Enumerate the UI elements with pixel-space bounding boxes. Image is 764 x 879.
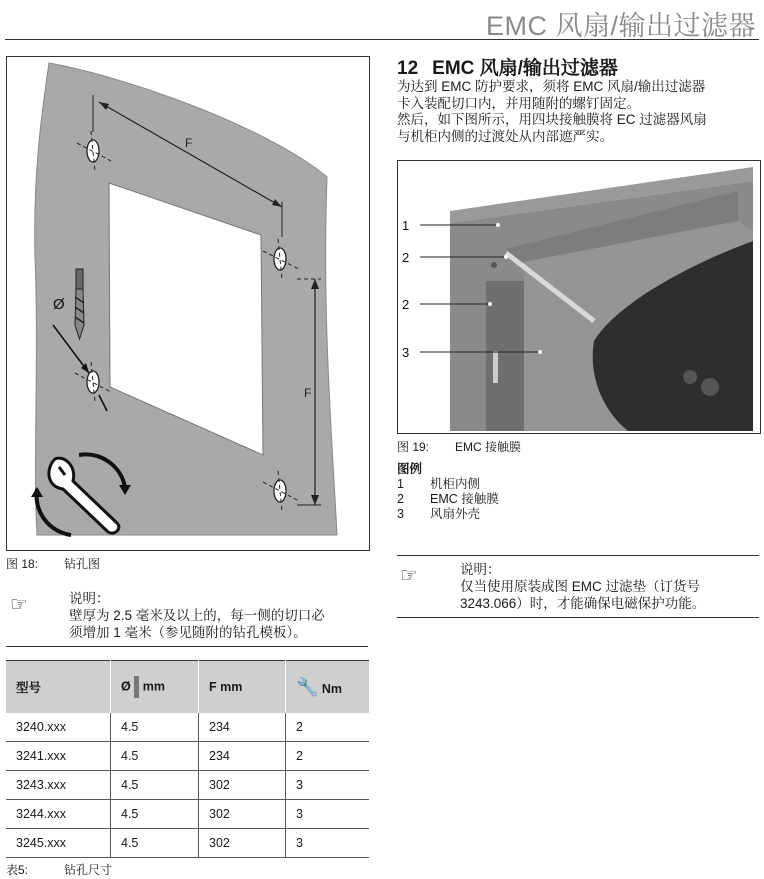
note-rule bbox=[6, 646, 368, 647]
header-f: F mm bbox=[199, 661, 286, 714]
section-title: EMC 风扇/输出过滤器 bbox=[432, 58, 618, 79]
screw bbox=[683, 370, 697, 384]
caption-number: 图 18: bbox=[6, 557, 39, 571]
table-row: 3245.xxx 4.5 302 3 bbox=[6, 829, 369, 858]
note-rule bbox=[397, 617, 759, 618]
note-1 bbox=[69, 590, 325, 641]
caption-text: 钻孔图 bbox=[64, 557, 101, 571]
wrench-icon: 🔧 bbox=[296, 676, 319, 697]
table-row: 3241.xxx 4.5 234 2 bbox=[6, 742, 369, 771]
legend-item: 1 机柜内侧 bbox=[397, 477, 481, 491]
figure-18-caption bbox=[6, 555, 100, 572]
drill-hole bbox=[274, 248, 286, 270]
table-header-row bbox=[6, 661, 369, 714]
figure-19-caption bbox=[397, 438, 521, 455]
note-title: 说明： bbox=[460, 562, 501, 577]
note-text-line: 须增加 1 毫米（参见随附的钻孔模板）。 bbox=[69, 625, 307, 640]
dimension-label-f-side: F bbox=[304, 386, 312, 400]
note-text-line: 仅当使用原装成图 EMC 过滤垫（订货号 bbox=[460, 579, 701, 594]
table-5-caption bbox=[6, 861, 112, 878]
section-heading bbox=[397, 53, 618, 80]
table-row: 3244.xxx 4.5 302 3 bbox=[6, 800, 369, 829]
callout-number: 1 bbox=[402, 218, 410, 233]
drill-hole bbox=[87, 371, 99, 393]
note-2 bbox=[460, 561, 705, 612]
diameter-symbol: Ø bbox=[53, 296, 65, 313]
caption-text: 钻孔尺寸 bbox=[64, 863, 113, 877]
drill-hole bbox=[274, 480, 286, 502]
section-paragraph: 为达到 EMC 防护要求，须将 EMC 风扇/输出过滤器 卡入装配切口内，并用随附的螺钉固定。 然后，如下图所示，用四块接触膜将 EC 过滤器风扇 与机柜内侧的过渡处从内部遮严实。 bbox=[397, 79, 707, 144]
header-torque: 🔧 Nm bbox=[286, 661, 370, 714]
clip bbox=[493, 351, 498, 383]
callout-number: 2 bbox=[402, 250, 410, 265]
pointing-hand-icon: ☞ bbox=[400, 565, 418, 587]
figure-legend bbox=[397, 462, 499, 522]
figure-drilling-diagram bbox=[6, 56, 370, 551]
table-row: 3240.xxx 4.5 234 2 bbox=[6, 713, 369, 742]
screw bbox=[701, 378, 719, 396]
callout-number: 3 bbox=[402, 345, 410, 360]
emc-contact-film-illustration bbox=[398, 161, 760, 433]
table-row: 3243.xxx 4.5 302 3 bbox=[6, 771, 369, 800]
caption-number: 图 19: bbox=[397, 440, 430, 454]
section-number: 12 bbox=[397, 58, 419, 79]
header-rule bbox=[5, 39, 759, 40]
screw bbox=[491, 262, 497, 268]
figure-emc-contact-film bbox=[397, 160, 761, 434]
drill-bit-icon bbox=[75, 269, 84, 339]
legend-title: 图例 bbox=[397, 462, 423, 476]
caption-number: 表5: bbox=[6, 863, 29, 877]
page-header-title: EMC 风扇/输出过滤器 bbox=[485, 11, 756, 41]
header-diameter: Ø mm bbox=[111, 661, 199, 714]
drilling-diagram-illustration bbox=[7, 57, 369, 550]
legend-item: 3 风扇外壳 bbox=[397, 507, 481, 521]
callout-number: 2 bbox=[402, 297, 410, 312]
note-text-line: 壁厚为 2.5 毫米及以上的，每一侧的切口必 bbox=[69, 608, 325, 623]
drilling-dimensions-table bbox=[6, 660, 369, 858]
drill-bit-icon bbox=[134, 676, 139, 698]
note-title: 说明： bbox=[69, 591, 110, 606]
note-text-line: 3243.066）时，才能确保电磁保护功能。 bbox=[460, 596, 706, 611]
callout-numbers bbox=[402, 218, 409, 360]
legend-item: 2 EMC 接触膜 bbox=[397, 492, 499, 506]
header-model: 型号 bbox=[6, 661, 111, 714]
dimension-label-f-top: F bbox=[185, 136, 193, 150]
note-rule bbox=[397, 555, 759, 556]
caption-text: EMC 接触膜 bbox=[455, 440, 522, 454]
pointing-hand-icon: ☞ bbox=[10, 594, 28, 616]
